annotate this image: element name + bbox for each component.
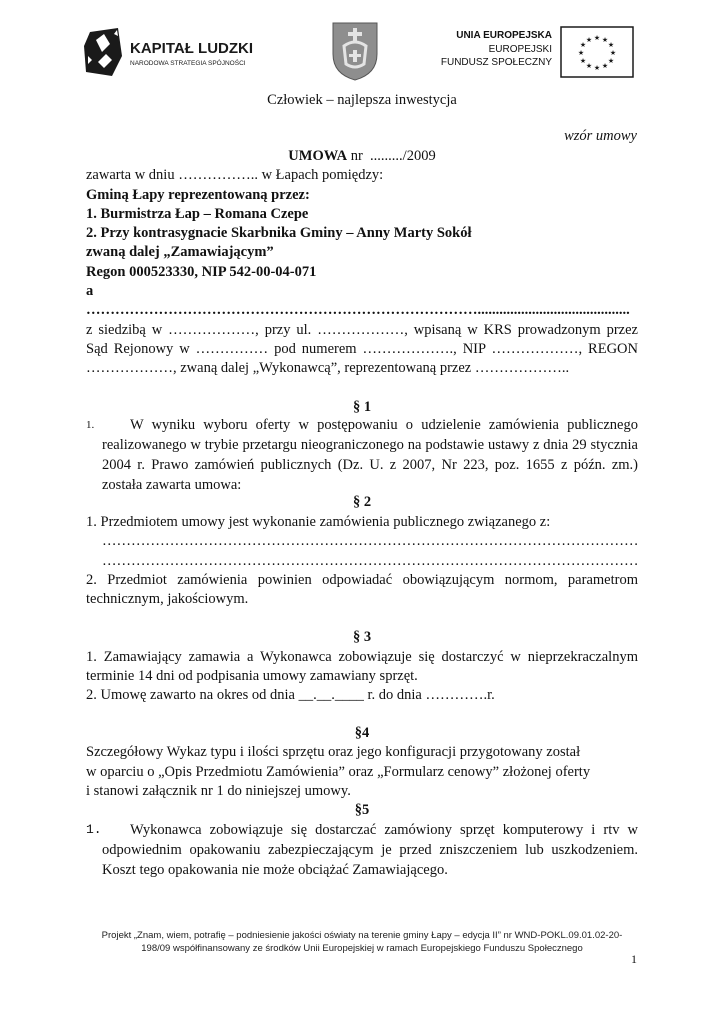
- svg-text:★: ★: [579, 41, 587, 49]
- coat-of-arms-icon: [330, 20, 380, 82]
- section-4-line-2: w oparciu o „Opis Przedmiotu Zamówienia” oraz „Formularz cenowy” złożonej oferty: [86, 764, 591, 780]
- section-1-text: W wyniku wyboru oferty w postępowaniu o udzielenie zamówienia publicznego realizowanego w trybie przetargu nieograniczonego na podstawie ustawy z dnia 29 stycznia 2004 r. Prawo zamówień publicznych (Dz. U. z 2007, Nr 223, poz. 1655 z późn. zm.) została zawarta umowa:: [102, 417, 638, 493]
- section-1-number: 1.: [86, 419, 95, 431]
- logo-right-line2: EUROPEJSKI: [488, 44, 552, 55]
- intro-line: zawarta w dniu …………….. w Łapach pomiędzy:: [86, 167, 384, 183]
- svg-text:★: ★: [601, 62, 609, 70]
- svg-text:★: ★: [607, 57, 615, 65]
- svg-text:★: ★: [607, 41, 615, 49]
- svg-text:★: ★: [609, 49, 617, 57]
- logo-left-title: KAPITAŁ LUDZKI: [130, 40, 254, 57]
- contract-number: nr ........./2009: [347, 148, 436, 164]
- contractor-line-2: Sąd Rejonowy w …………… pod numerem ………………., NIP ………………, REGON: [86, 341, 638, 357]
- section-4-line-1: Szczegółowy Wykaz typu i ilości sprzętu oraz jego konfiguracji przygotowany został: [86, 744, 581, 760]
- svg-text:★: ★: [577, 49, 585, 57]
- footer-project-line-1: Projekt „Znam, wiem, potrafię – podniesienie jakości oświaty na terenie gminy Łapy – edycja II” nr WND-POKL.09.01.02-20-: [101, 930, 623, 941]
- section-3-title: § 3: [352, 629, 372, 645]
- svg-text:★: ★: [579, 57, 587, 65]
- svg-text:★: ★: [585, 36, 593, 44]
- logo-right-line1: UNIA EUROPEJSKA: [456, 30, 552, 41]
- section-2-paragraph-2b: technicznym, jakościowym.: [86, 591, 249, 607]
- client-regon: Regon 000523330, NIP 542-00-04-071: [86, 264, 317, 280]
- section-3-paragraph-1b: terminie 14 dni od podpisania umowy zamawiany sprzęt.: [86, 668, 418, 684]
- representative-2: 2. Przy kontrasygnacie Skarbnika Gminy – Anny Marty Sokół: [86, 225, 472, 241]
- logo-right-line3: FUNDUSZ SPOŁECZNY: [440, 57, 552, 68]
- template-label: wzór umowy: [564, 128, 637, 144]
- lapy-coat-of-arms: [330, 20, 380, 82]
- tagline: Człowiek – najlepsza inwestycja: [267, 92, 457, 108]
- svg-text:★: ★: [585, 62, 593, 70]
- kapital-ludzki-emblem-icon: [82, 26, 126, 78]
- section-2-title: § 2: [352, 494, 372, 510]
- svg-text:★: ★: [593, 34, 601, 42]
- kapital-ludzki-logo: [82, 26, 262, 82]
- svg-text:★: ★: [593, 64, 601, 72]
- section-2-paragraph-1: 1. Przedmiotem umowy jest wykonanie zamówienia publicznego związanego z:: [86, 514, 551, 530]
- svg-text:★: ★: [601, 36, 609, 44]
- section-1-title: § 1: [352, 399, 372, 415]
- contractor-line-1: z siedzibą w ………………, przy ul. ………………, wpisaną w KRS prowadzonym przez: [86, 322, 638, 338]
- contractor-name-blank: ………………………………………………………………………..........................................: [86, 302, 630, 318]
- footer-project-line-2: 198/09 współfinansowany ze środków Unii Europejskiej w ramach Europejskiego Funduszu Społecznego: [141, 943, 583, 954]
- contract-title-word: UMOWA: [288, 148, 348, 164]
- contractor-line-3: ………………, zwaną dalej „Wykonawcą”, reprezentowaną przez ………………..: [86, 360, 570, 376]
- client-alias: zwaną dalej „Zamawiającym”: [86, 244, 274, 260]
- section-4-title: §4: [354, 725, 370, 741]
- page-number: 1: [631, 952, 637, 966]
- party-client: Gminą Łapy reprezentowaną przez:: [86, 187, 310, 203]
- conjunction-a: a: [86, 283, 94, 299]
- representative-1: 1. Burmistrza Łap – Romana Czepe: [86, 206, 309, 222]
- logo-left-subtitle: NARODOWA STRATEGIA SPÓJNOŚCI: [130, 60, 246, 67]
- section-3-paragraph-2: 2. Umowę zawarto na okres od dnia __.__.____ r. do dnia ………….r.: [86, 687, 495, 703]
- section-3-paragraph-1a: 1. Zamawiający zamawia a Wykonawca zobowiązuje się dostarczyć w nieprzekraczalnym: [86, 649, 638, 665]
- section-4-line-3: i stanowi załącznik nr 1 do niniejszej umowy.: [86, 783, 351, 799]
- section-5-number: 1.: [86, 822, 102, 837]
- section-2-paragraph-2a: 2. Przedmiot zamówienia powinien odpowiadać obowiązującym normom, parametrom: [86, 572, 638, 588]
- section-5-title: §5: [354, 802, 370, 818]
- section-5-text: Wykonawca zobowiązuje się dostarczać zamówiony sprzęt komputerowy i rtv w odpowiednim opakowaniu zabezpieczającym je przed zniszczeniem lub uszkodzeniem. Koszt tego opakowania nie może obciążać Zamawiającego.: [102, 822, 638, 878]
- eu-fund-logo: [440, 26, 640, 82]
- contract-title: [0, 146, 724, 166]
- section-2-dots-1: …………………………………………………………………………………………………: [102, 533, 639, 549]
- eu-flag-icon: [560, 26, 634, 78]
- section-2-dots-2: …………………………………………………………………………………………………: [102, 553, 639, 569]
